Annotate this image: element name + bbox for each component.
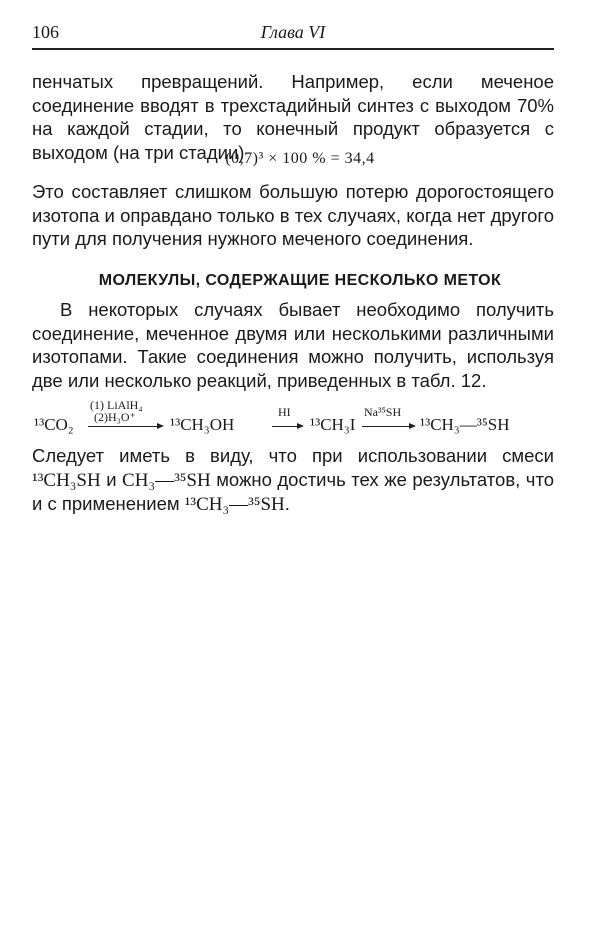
reagent-hi: HI (278, 405, 291, 419)
reaction-arrow-2 (272, 426, 302, 427)
yield-formula: (0,7)³ × 100 % = 34,4 (225, 150, 375, 167)
reagent-nash: Na³⁵SH (364, 405, 402, 419)
paragraph-yield: пенчатых превращений. Например, если меченое соединение вводят в трехстадийный синтез с выходом 70% на каждой стадии, то конечный продукт образуется с выходом (на три стадии) (32, 71, 554, 163)
page-number: 106 (32, 22, 59, 42)
chapter-title: Глава VI (260, 22, 326, 42)
paragraph-cost: Это составляет слишком большую потерю дорогостоящего изотопа и оправдано только в тех случаях, когда нет другого пути для получения нужного меченого соединения. (32, 181, 554, 249)
formula-13ch3sh: ¹³CH₃SH (32, 469, 101, 491)
paragraph-mixture: Следует иметь в виду, что при использовании смеси ¹³CH₃SH и CH₃—³⁵SH можно достичь тех же результатов, что и с применением ¹³CH₃—³⁵SH. (32, 445, 554, 515)
formula-ch3-35sh: CH₃—³⁵SH (122, 469, 211, 491)
section-heading: МОЛЕКУЛЫ, СОДЕРЖАЩИЕ НЕСКОЛЬКО МЕТОК (98, 272, 502, 289)
formula-13ch3-35sh: ¹³CH₃—³⁵SH (184, 494, 285, 515)
reagent-h3o: (2)H₃O⁺ (94, 410, 136, 424)
header-rule (32, 48, 554, 50)
reaction-arrow-3 (362, 426, 414, 427)
paragraph-multiple-labels: В некоторых случаях бывает необходимо получить соединение, меченное двумя или несколькими различными изотопами. Такие соединения можно получить, используя две или несколько реакций, приведенных в табл. 12. (32, 299, 554, 391)
product-methanethiol: ¹³CH₃—³⁵SH (420, 415, 510, 434)
reagent-lialh4: (1) LiAlH₄ (90, 398, 143, 412)
reaction-scheme (32, 398, 554, 438)
page-header (32, 22, 554, 44)
product-methyl-iodide: ¹³CH₃I (310, 415, 356, 434)
reactant-co2: ¹³CO₂ (34, 415, 74, 434)
product-methanol: ¹³CH₃OH (170, 415, 235, 434)
reaction-arrow-1 (88, 426, 162, 427)
